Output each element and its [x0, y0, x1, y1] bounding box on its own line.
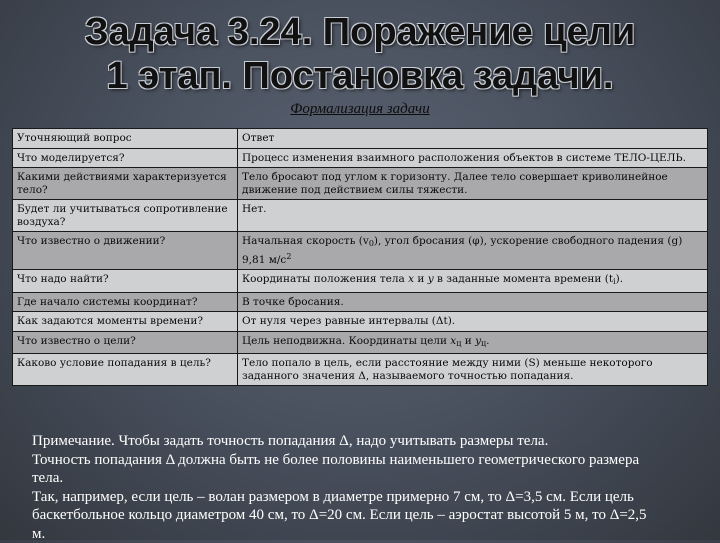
title-line-1: Задача 3.24. Поражение цели	[0, 10, 720, 54]
note-paragraph	[32, 432, 702, 543]
question-cell: Какими действиями характеризуется тело?	[13, 168, 238, 200]
answer-cell: Начальная скорость $(v_0)$, угол бросания (φ), ускорение свободного падения (g) 9,81 $м/с^2$	[238, 232, 708, 270]
question-cell: Что известно о движении?	[13, 232, 238, 270]
answer-cell: Цель неподвижна. Координаты цели $x_ц$ и $y_ц$.	[238, 331, 708, 354]
question-cell: Каково условие попадания в цель?	[13, 354, 238, 386]
answer-cell: Процесс изменения взаимного расположения объектов в системе ТЕЛО-ЦЕЛЬ.	[238, 148, 708, 168]
table-header-row	[13, 129, 708, 149]
table-row	[13, 232, 708, 270]
table-row	[13, 354, 708, 386]
title-line-2: 1 этап. Постановка задачи.	[0, 54, 720, 98]
table-row	[13, 148, 708, 168]
header-answer: Ответ	[238, 129, 708, 149]
note-line: баскетбольное кольцо диаметром 40 см, то Δ=20 см. Если цель – аэростат высотой 5 м, то Δ=2,5	[32, 506, 702, 525]
question-cell: Как задаются моменты времени?	[13, 312, 238, 332]
question-cell: Будет ли учитываться сопротивление воздуха?	[13, 200, 238, 232]
answer-cell: Тело бросают под углом к горизонту. Далее тело совершает криволинейное движение под действием силы тяжести.	[238, 168, 708, 200]
answer-cell: Координаты положения тела x и y в заданные момента времени $(t_i)$.	[238, 270, 708, 293]
question-cell: Что известно о цели?	[13, 331, 238, 354]
note-line: тела.	[32, 469, 702, 488]
formalization-table	[12, 128, 708, 386]
table-row	[13, 200, 708, 232]
question-cell: Что моделируется?	[13, 148, 238, 168]
answer-cell: В точке бросания.	[238, 292, 708, 312]
note-line: Примечание. Чтобы задать точность попадания Δ, надо учитывать размеры тела.	[32, 432, 702, 451]
note-line: Так, например, если цель – волан размером в диаметре примерно 7 см, то Δ=3,5 см. Если цель	[32, 488, 702, 507]
table-row	[13, 331, 708, 354]
header-question: Уточняющий вопрос	[13, 129, 238, 149]
table-row	[13, 312, 708, 332]
answer-cell: Тело попало в цель, если расстояние между ними (S) меньше некоторого заданного значения Δ, называемого точностью попадания.	[238, 354, 708, 386]
answer-cell: Нет.	[238, 200, 708, 232]
note-line: м.	[32, 525, 702, 543]
question-cell: Где начало системы координат?	[13, 292, 238, 312]
table-row	[13, 292, 708, 312]
question-cell: Что надо найти?	[13, 270, 238, 293]
table-row	[13, 270, 708, 293]
note-line: Точность попадания Δ должна быть не более половины наименьшего геометрического размера	[32, 451, 702, 470]
table-row	[13, 168, 708, 200]
subtitle: Формализация задачи	[0, 101, 720, 117]
slide-title	[0, 10, 720, 98]
answer-cell: От нуля через равные интервалы (Δt).	[238, 312, 708, 332]
